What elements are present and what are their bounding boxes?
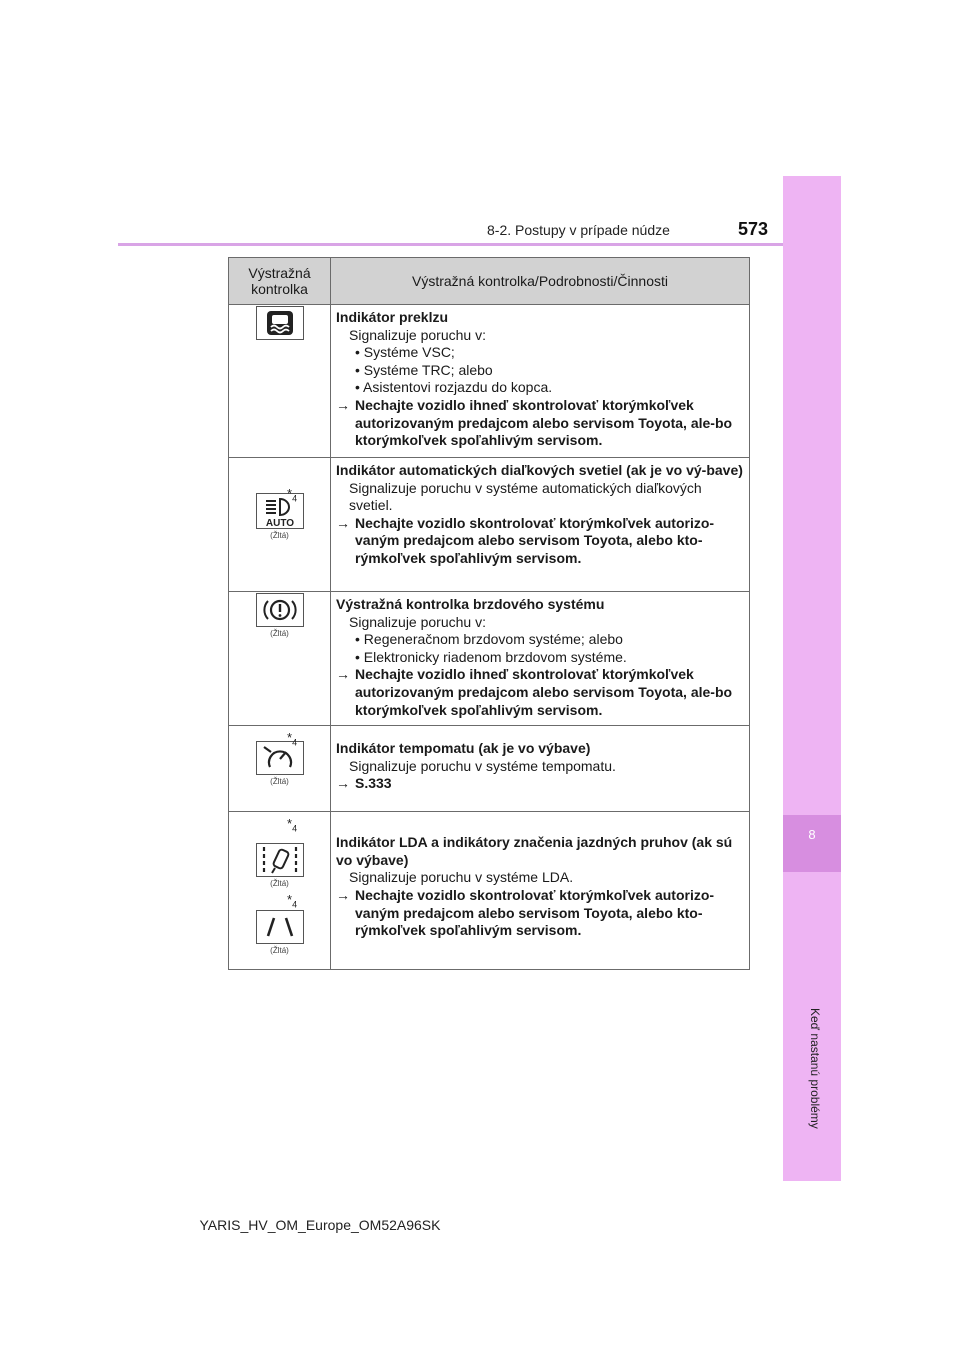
row-title: Indikátor tempomatu (ak je vo výbave)	[336, 740, 591, 757]
row-title: Indikátor LDA a indikátory značenia jazdných pruhov (ak sú vo výbave)	[336, 834, 733, 868]
row-action: → S.333	[336, 775, 392, 792]
arrow-icon: →	[336, 396, 350, 413]
detail-cell	[331, 592, 750, 726]
lda-icon	[256, 843, 304, 877]
icon-cell	[229, 458, 331, 592]
table-row	[229, 305, 750, 458]
lane-marking-icon	[256, 910, 304, 944]
svg-text:AUTO: AUTO	[265, 518, 294, 529]
bullet-item: • Systéme VSC;	[355, 344, 455, 361]
table-row	[229, 812, 750, 970]
bullet-item: • Systéme TRC; alebo	[355, 361, 493, 378]
footnote-marker: $*_4$	[287, 486, 298, 504]
arrow-icon: →	[336, 514, 350, 531]
icon-cell	[229, 726, 331, 812]
header-rule	[118, 243, 783, 246]
bullet-item: • Regeneračnom brzdovom systéme; alebo	[355, 631, 623, 648]
detail-cell	[331, 812, 750, 970]
bullet-item: • Elektronicky riadenom brzdovom systéme.	[355, 648, 627, 665]
icon-cell	[229, 812, 331, 970]
row-action: → Nechajte vozidlo skontrolovať ktorýmkoľvek autorizo-vaným predajcom alebo servisom Toyota, alebo kto-rýmkoľvek spoľahlivým servisom.	[336, 514, 715, 566]
row-text: Signalizuje poruchu v systéme automatických diaľkových svetiel.	[349, 479, 702, 514]
document-code: YARIS_HV_OM_Europe_OM52A96SK	[199, 1217, 441, 1233]
row-title: Indikátor preklzu	[336, 309, 449, 325]
row-title: Výstražná kontrolka brzdového systému	[336, 596, 605, 612]
detail-cell	[331, 726, 750, 812]
footnote-marker: $*_4$	[287, 730, 298, 748]
brake-warning-icon	[256, 593, 304, 627]
column-header-light: Výstražná kontrolka	[229, 258, 331, 305]
row-text: Signalizuje poruchu v:	[349, 326, 486, 343]
row-text: Signalizuje poruchu v systéme tempomatu.	[349, 757, 616, 774]
table-header-row	[229, 258, 750, 305]
color-note: (Žltá)	[270, 946, 289, 956]
table-row	[229, 592, 750, 726]
color-note: (Žltá)	[270, 879, 289, 889]
arrow-icon: →	[336, 886, 350, 903]
footnote-marker: $*_4$	[287, 816, 298, 834]
page-number: 573	[738, 219, 769, 239]
icon-cell	[229, 592, 331, 726]
color-note: (Žltá)	[270, 629, 289, 638]
arrow-icon: →	[336, 775, 350, 792]
bullet-item: • Asistentovi rozjazdu do kopca.	[355, 379, 553, 396]
row-text: Signalizuje poruchu v systéme LDA.	[349, 869, 574, 886]
detail-cell	[331, 305, 750, 458]
arrow-icon: →	[336, 666, 350, 683]
row-action: → Nechajte vozidlo skontrolovať ktorýmkoľvek autorizo-vaným predajcom alebo servisom Toyota, alebo kto-rýmkoľvek spoľahlivým servisom.	[336, 886, 715, 939]
row-text: Signalizuje poruchu v:	[349, 613, 486, 630]
chapter-number-box	[783, 815, 841, 872]
table-row	[229, 458, 750, 592]
chapter-label: Keď nastanú problémy	[808, 1008, 822, 1129]
row-action: → Nechajte vozidlo ihneď skontrolovať ktorýmkoľvek autorizovaným predajcom alebo servisom Toyota, ale-bo ktorýmkoľvek spoľahlivým servisom.	[336, 396, 733, 449]
chapter-number: 8	[808, 827, 816, 842]
row-title: Indikátor automatických diaľkových svetiel (ak je vo vý-bave)	[336, 462, 743, 478]
table-row	[229, 726, 750, 812]
section-title: 8-2. Postupy v prípade núdze	[487, 222, 670, 238]
row-action: → Nechajte vozidlo ihneď skontrolovať ktorýmkoľvek autorizovaným predajcom alebo servisom Toyota, ale-bo ktorýmkoľvek spoľahlivým servisom.	[336, 666, 733, 718]
column-header-details: Výstražná kontrolka/Podrobnosti/Činnosti	[331, 258, 750, 305]
detail-cell	[331, 458, 750, 592]
icon-cell	[229, 305, 331, 458]
color-note: (Žltá)	[270, 777, 289, 787]
footnote-marker: $*_4$	[287, 892, 298, 910]
warning-light-table	[228, 257, 750, 970]
slip-indicator-icon	[256, 306, 304, 340]
color-note: (Žltá)	[270, 531, 289, 540]
